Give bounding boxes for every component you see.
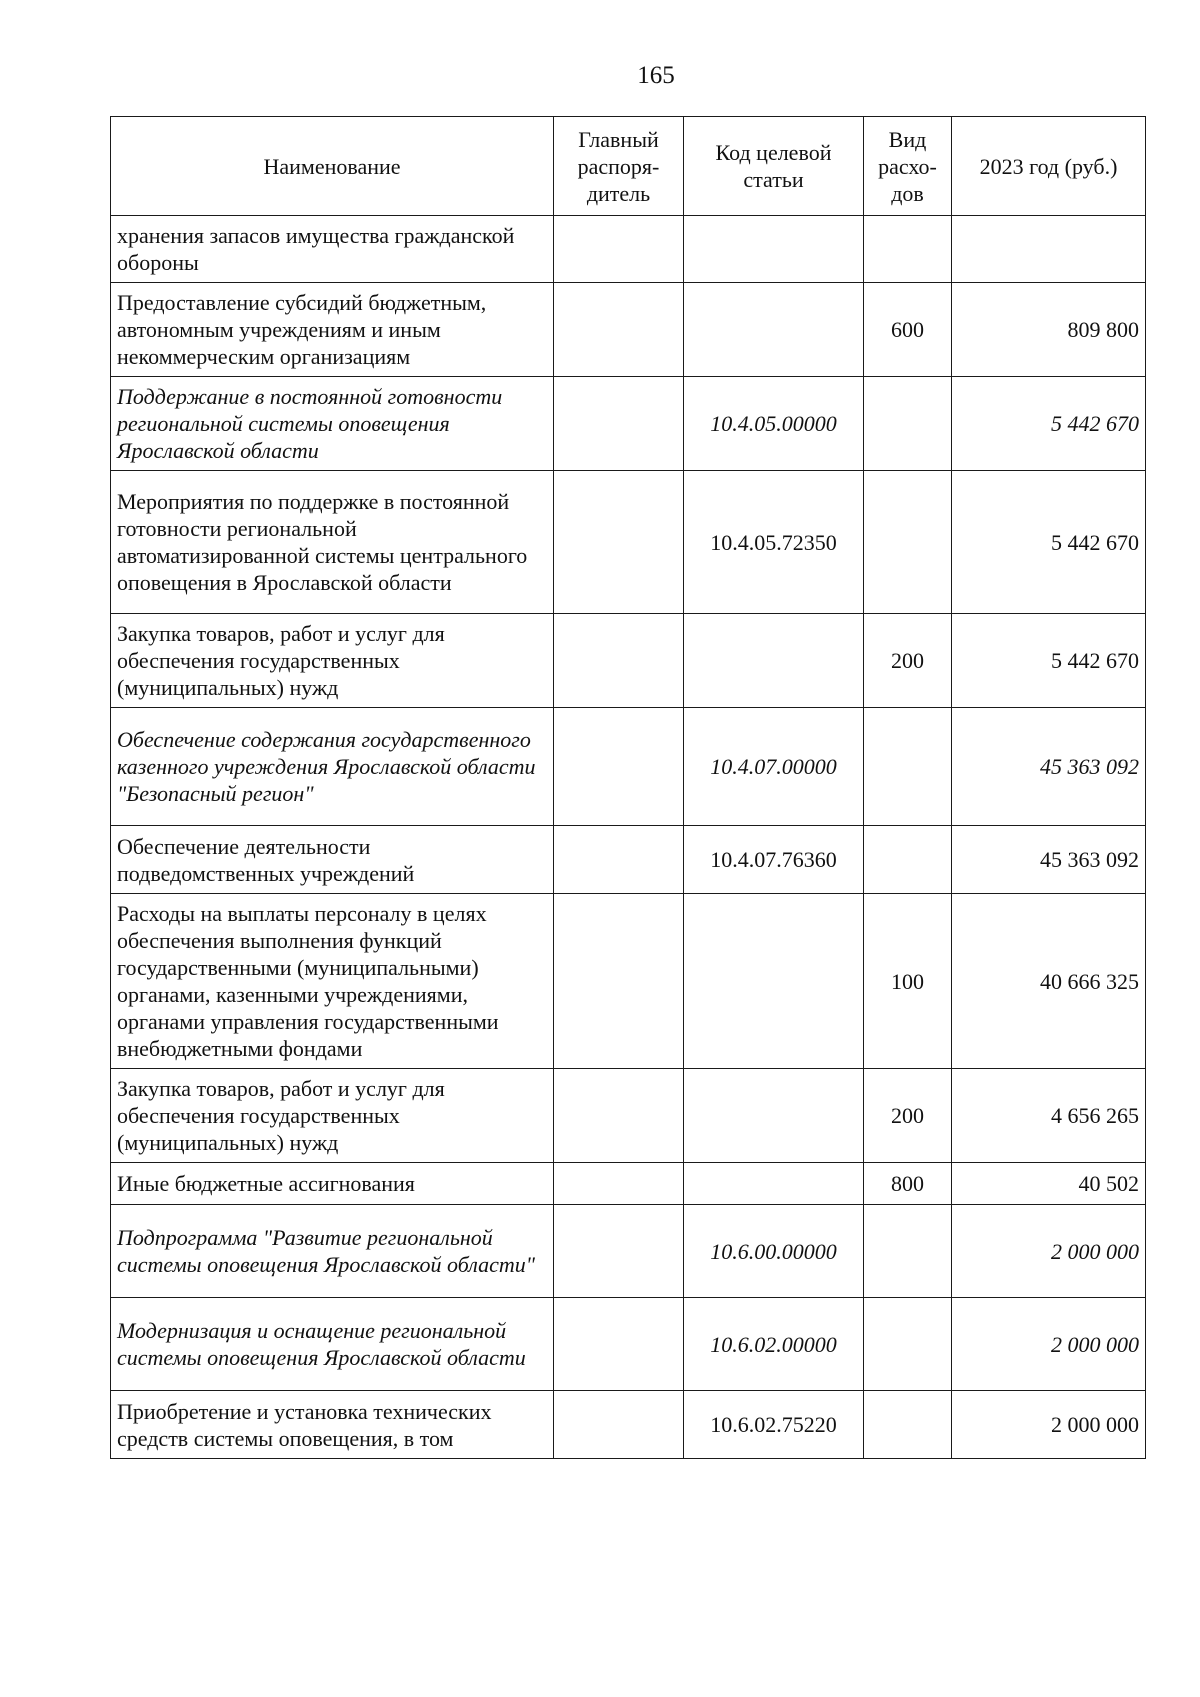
table-row [111, 1391, 1146, 1459]
table-row [111, 1163, 1146, 1205]
cell-code: 10.4.05.72350 [684, 471, 864, 614]
cell-code: 10.4.07.76360 [684, 826, 864, 894]
cell-name: Поддержание в постоянной готовности региональной системы оповещения Ярославской области [111, 377, 554, 471]
cell-type [864, 826, 952, 894]
cell-amount: 5 442 670 [952, 377, 1146, 471]
header-code: Код целевой статьи [684, 117, 864, 216]
cell-name: Закупка товаров, работ и услуг для обеспечения государственных (муниципальных) нужд [111, 614, 554, 708]
cell-code [684, 894, 864, 1069]
cell-type [864, 216, 952, 283]
cell-code: 10.6.02.00000 [684, 1298, 864, 1391]
page-number: 165 [637, 62, 675, 89]
table-row [111, 1298, 1146, 1391]
cell-amount: 4 656 265 [952, 1069, 1146, 1163]
cell-manager [554, 1205, 684, 1298]
cell-amount: 5 442 670 [952, 614, 1146, 708]
cell-amount: 40 502 [952, 1163, 1146, 1205]
cell-code [684, 614, 864, 708]
cell-amount: 2 000 000 [952, 1391, 1146, 1459]
cell-name: Расходы на выплаты персоналу в целях обеспечения выполнения функций государственными (муниципальными) органами, казенными учреждениями, органами управления государственными внебюджетными фондами [111, 894, 554, 1069]
cell-manager [554, 283, 684, 377]
cell-type [864, 1205, 952, 1298]
cell-name: Иные бюджетные ассигнования [111, 1163, 554, 1205]
cell-code [684, 283, 864, 377]
cell-name: Мероприятия по поддержке в постоянной готовности региональной автоматизированной системы центрального оповещения в Ярославской области [111, 471, 554, 614]
cell-type [864, 708, 952, 826]
cell-name: Обеспечение деятельности подведомственных учреждений [111, 826, 554, 894]
cell-manager [554, 614, 684, 708]
cell-manager [554, 894, 684, 1069]
cell-amount: 40 666 325 [952, 894, 1146, 1069]
cell-manager [554, 377, 684, 471]
table-row [111, 826, 1146, 894]
cell-manager [554, 1069, 684, 1163]
cell-amount: 809 800 [952, 283, 1146, 377]
table-header-row [111, 117, 1146, 216]
table-row [111, 1205, 1146, 1298]
header-type: Вид расхо-дов [864, 117, 952, 216]
cell-code [684, 1163, 864, 1205]
cell-amount: 5 442 670 [952, 471, 1146, 614]
table-row [111, 471, 1146, 614]
cell-name: хранения запасов имущества гражданской обороны [111, 216, 554, 283]
cell-type [864, 377, 952, 471]
cell-amount: 45 363 092 [952, 708, 1146, 826]
cell-code [684, 1069, 864, 1163]
cell-name: Приобретение и установка технических средств системы оповещения, в том [111, 1391, 554, 1459]
cell-manager [554, 1298, 684, 1391]
table-row [111, 894, 1146, 1069]
cell-manager [554, 826, 684, 894]
cell-name: Подпрограмма "Развитие региональной системы оповещения Ярославской области" [111, 1205, 554, 1298]
cell-type [864, 1391, 952, 1459]
cell-type [864, 471, 952, 614]
cell-code: 10.4.05.00000 [684, 377, 864, 471]
cell-type: 200 [864, 1069, 952, 1163]
cell-amount: 45 363 092 [952, 826, 1146, 894]
cell-code: 10.6.00.00000 [684, 1205, 864, 1298]
table-row [111, 614, 1146, 708]
cell-type: 200 [864, 614, 952, 708]
cell-name: Предоставление субсидий бюджетным, автономным учреждениям и иным некоммерческим организациям [111, 283, 554, 377]
table-row [111, 283, 1146, 377]
header-name: Наименование [111, 117, 554, 216]
cell-manager [554, 471, 684, 614]
cell-code: 10.6.02.75220 [684, 1391, 864, 1459]
cell-amount: 2 000 000 [952, 1205, 1146, 1298]
cell-manager [554, 1163, 684, 1205]
cell-name: Обеспечение содержания государственного казенного учреждения Ярославской области "Безопасный регион" [111, 708, 554, 826]
cell-type: 100 [864, 894, 952, 1069]
header-amount: 2023 год (руб.) [952, 117, 1146, 216]
table-row [111, 708, 1146, 826]
table-row [111, 1069, 1146, 1163]
cell-manager [554, 708, 684, 826]
cell-type: 800 [864, 1163, 952, 1205]
cell-amount [952, 216, 1146, 283]
cell-code [684, 216, 864, 283]
cell-amount: 2 000 000 [952, 1298, 1146, 1391]
budget-table [110, 116, 1146, 1459]
header-manager: Главный распоря-дитель [554, 117, 684, 216]
cell-manager [554, 216, 684, 283]
table-row [111, 377, 1146, 471]
cell-manager [554, 1391, 684, 1459]
cell-type [864, 1298, 952, 1391]
cell-name: Закупка товаров, работ и услуг для обеспечения государственных (муниципальных) нужд [111, 1069, 554, 1163]
cell-name: Модернизация и оснащение региональной системы оповещения Ярославской области [111, 1298, 554, 1391]
cell-type: 600 [864, 283, 952, 377]
table-row [111, 216, 1146, 283]
cell-code: 10.4.07.00000 [684, 708, 864, 826]
